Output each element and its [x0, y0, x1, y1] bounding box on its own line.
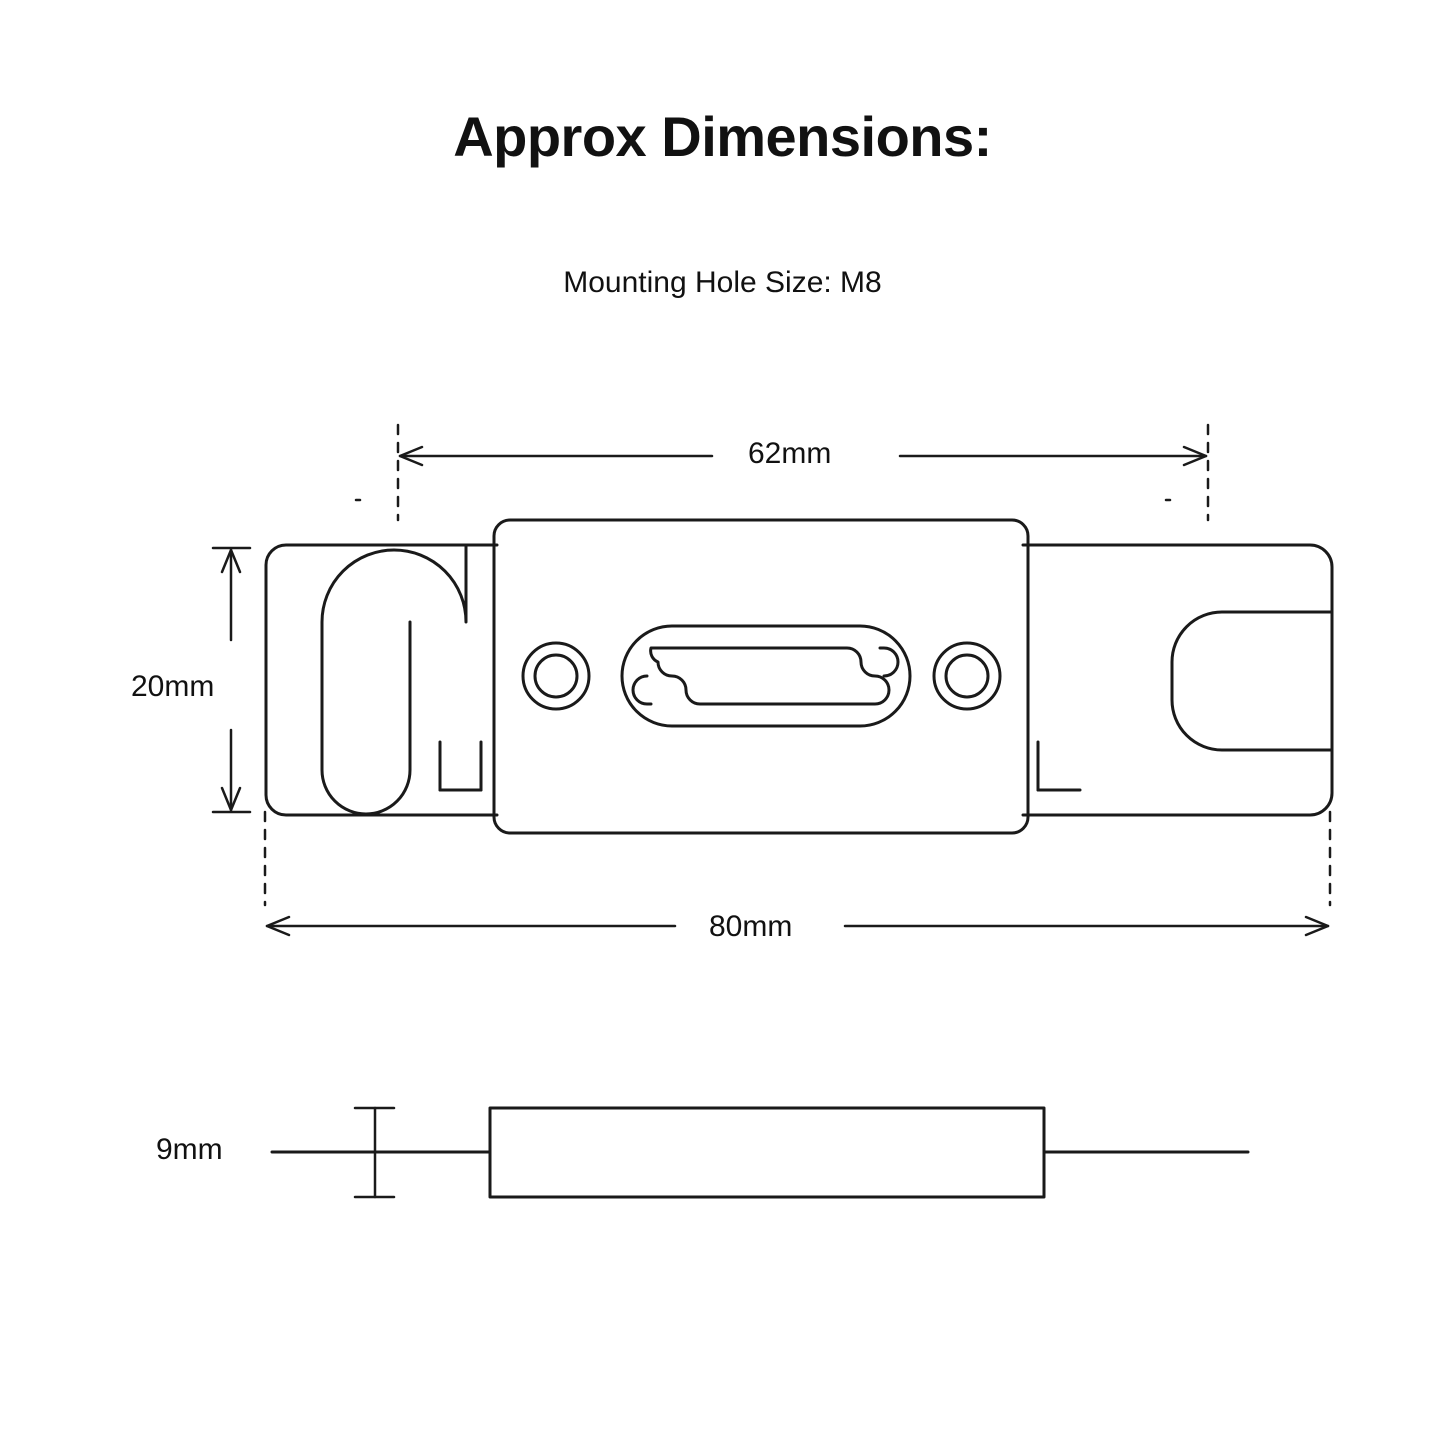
dimension-label-62mm: 62mm — [748, 437, 832, 470]
mounting-hole-note: Mounting Hole Size: M8 — [563, 266, 882, 299]
dimension-label-80mm: 80mm — [709, 910, 793, 943]
mounting-hole-left — [523, 643, 589, 709]
dimension-80mm — [265, 812, 1330, 935]
dimension-label-9mm: 9mm — [156, 1133, 223, 1166]
fuse-side-view — [272, 1108, 1248, 1197]
fuse-element-window — [622, 626, 910, 726]
fuse-top-view-outline — [266, 520, 1332, 833]
dimension-20mm — [213, 548, 250, 812]
dimension-label-20mm: 20mm — [131, 670, 215, 703]
mounting-hole-right — [934, 643, 1000, 709]
page-title: Approx Dimensions: — [453, 105, 992, 168]
